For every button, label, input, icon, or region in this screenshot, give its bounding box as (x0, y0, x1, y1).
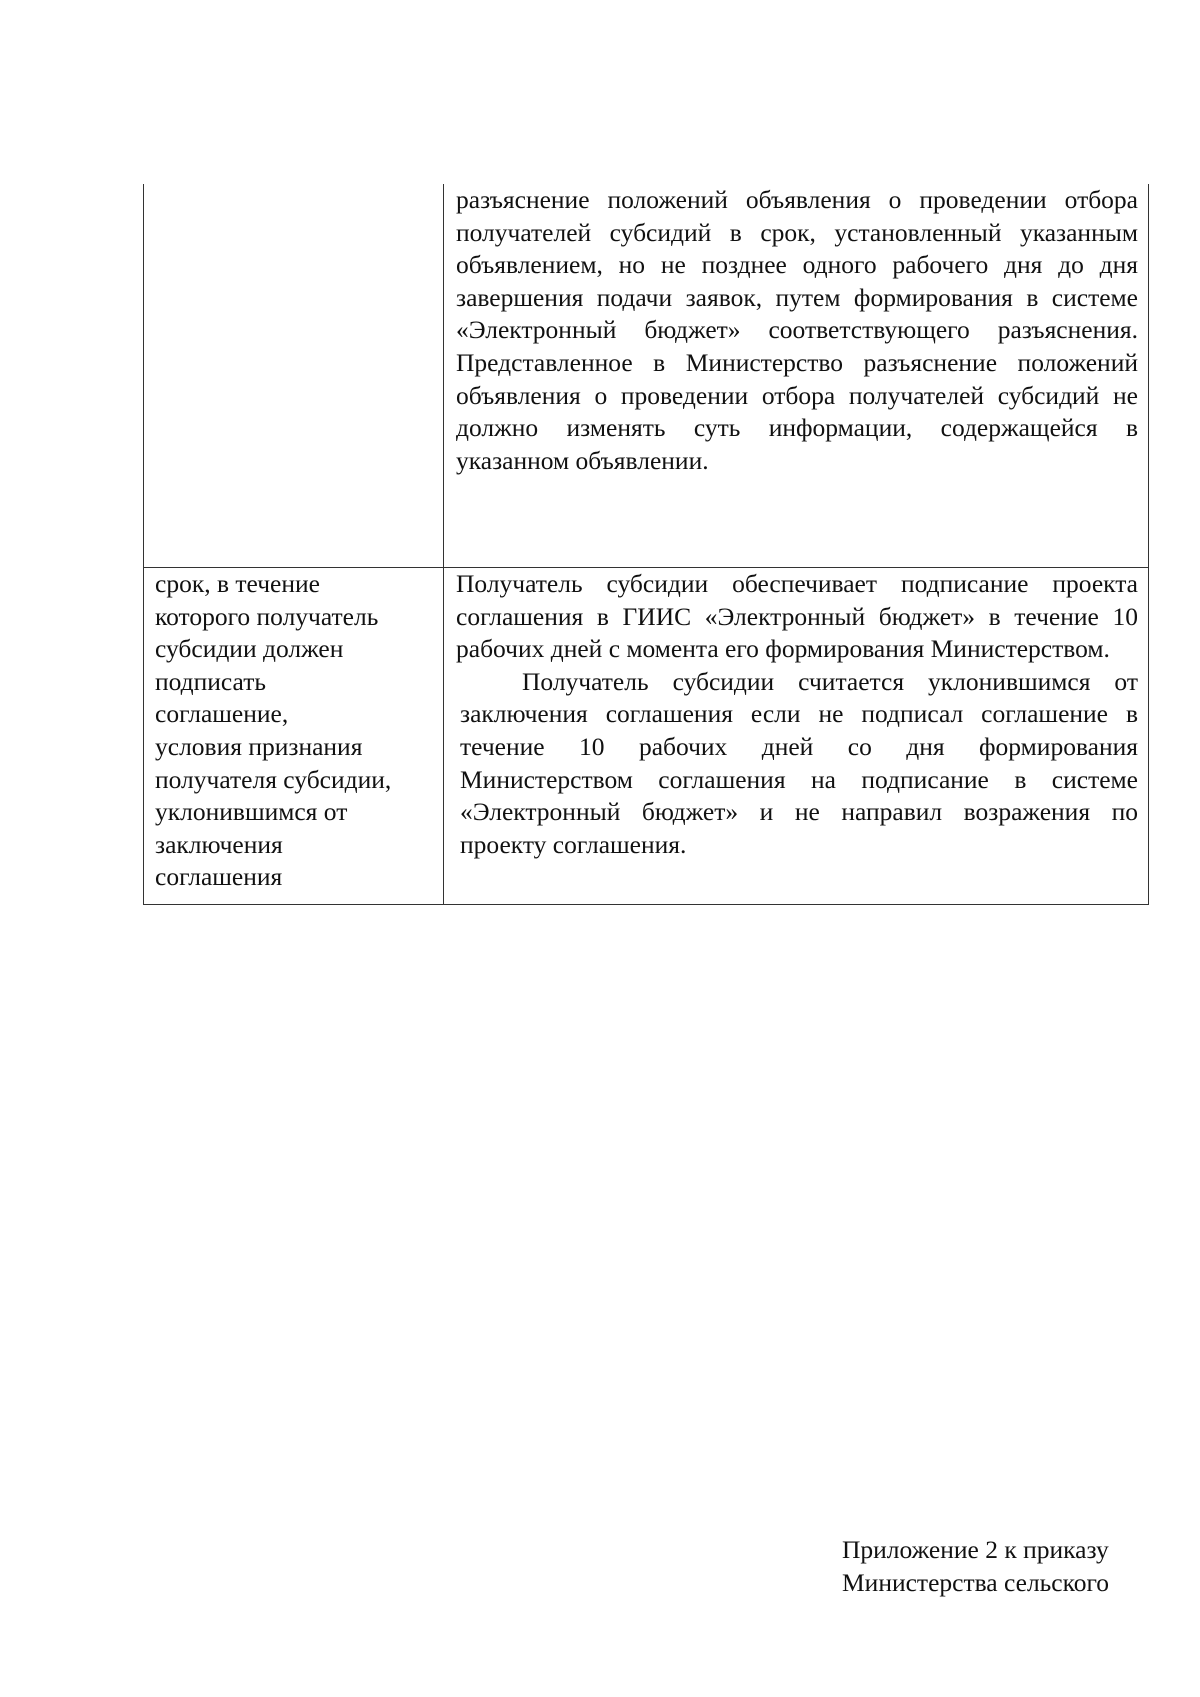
signing-paragraph: Получатель субсидии обеспечивает подписание проекта соглашения в ГИИС «Электронный бюджет» в течение 10 рабочих дней с момента его формирования Министерством. (456, 569, 1138, 664)
agreement-term-label (155, 568, 433, 894)
requirements-table (143, 184, 1149, 905)
label-line: заключения (155, 829, 283, 859)
label-line: которого получатель (155, 601, 379, 631)
appendix-line: Приложение 2 к приказу (842, 1535, 1109, 1564)
evasion-paragraph: Получатель субсидии считается уклонившимся от заключения соглашения если не подписал соглашение в течение 10 рабочих дней со дня формирования Министерством соглашения на подписание в системе «Электронный бюджет» и не направил возражения по проекту соглашения. (460, 666, 1138, 859)
label-line: условия признания (155, 731, 363, 761)
label-line: срок, в течение (155, 569, 320, 598)
table-cell-content (444, 568, 1149, 905)
label-line: получателя субсидии, (155, 764, 392, 794)
label-line: соглашение, (155, 699, 289, 729)
table-cell-content (444, 184, 1149, 568)
appendix-line: Министерства сельского (842, 1567, 1110, 1597)
appendix-header (842, 1534, 1109, 1599)
clarification-paragraph: разъяснение положений объявления о проведении отбора получателей субсидий в срок, установленный указанным объявлением, но не позднее одного рабочего дня до дня завершения подачи заявок, путем формирования в системе «Электронный бюджет» соответствующего разъяснения. Представленное в Министерство разъяснение положений объявления о проведении отбора получателей субсидий не должно изменять суть информации, содержащейся в указанном объявлении. (456, 185, 1138, 475)
label-line: подписать (155, 666, 266, 696)
label-line: субсидии должен (155, 634, 344, 664)
table-cell-label (144, 568, 444, 905)
label-line: уклонившимся от (155, 797, 348, 827)
table-cell-label (144, 184, 444, 568)
table-row (144, 184, 1149, 568)
label-line: соглашения (155, 862, 283, 892)
table-row (144, 568, 1149, 905)
